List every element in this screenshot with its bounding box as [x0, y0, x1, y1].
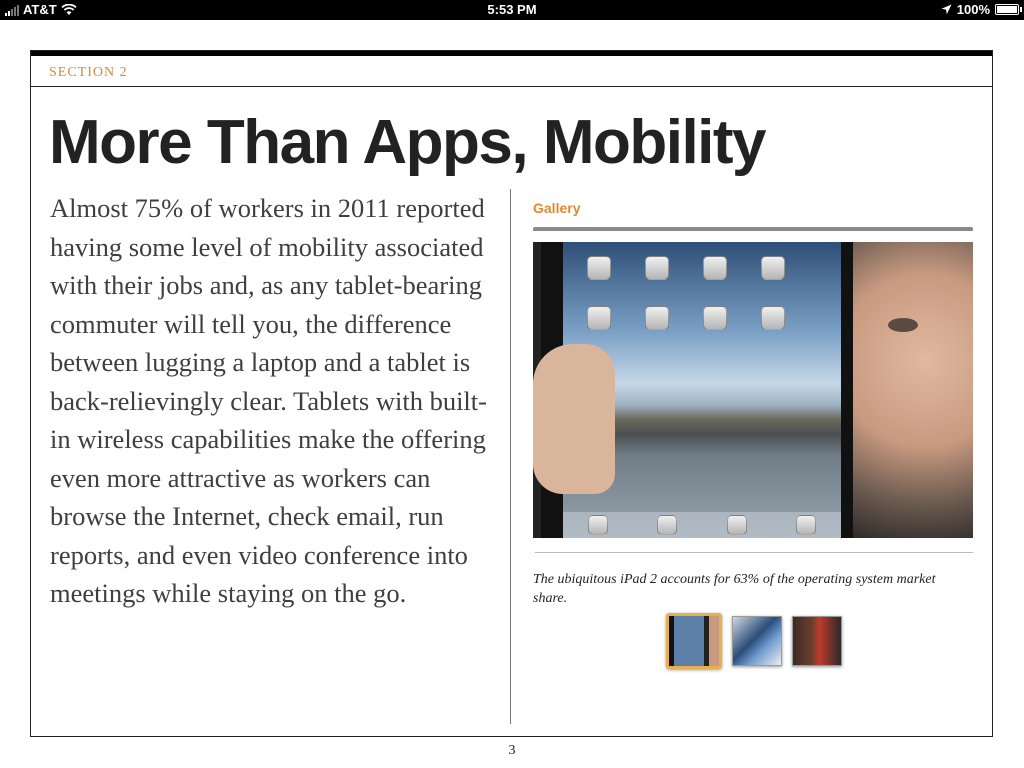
safari-app-icon [588, 515, 608, 535]
app-icon-grid [587, 256, 797, 380]
gallery-rule [533, 227, 973, 231]
location-arrow-icon [941, 4, 952, 15]
caption-rule [535, 552, 973, 553]
ipad-photo [541, 242, 853, 538]
calendar-app-icon [587, 256, 611, 280]
battery-percent: 100% [956, 2, 990, 17]
battery-icon [995, 4, 1019, 15]
mail-app-icon [657, 515, 677, 535]
body-text: Almost 75% of workers in 2011 reported having some level of mobility associated with their jobs and, as any tablet-bearing commuter will tell you, the difference between lugging a laptop and a tablet is back-relievingly clear. Tablets with built-in wireless capabilities make the offering even more attractive as workers can browse the Internet, check email, run reports, and even video conference into meetings while staying on the go. [50, 193, 487, 608]
gallery-thumbnail-1[interactable] [666, 613, 722, 669]
section-header [31, 56, 992, 87]
gallery-thumbnail-2[interactable] [732, 616, 782, 666]
face-image [853, 242, 973, 538]
contacts-app-icon [645, 256, 669, 280]
gallery-main-image[interactable] [533, 242, 973, 538]
hand-image [533, 344, 615, 494]
carrier-name: AT&T [23, 2, 57, 17]
gallery-thumbnails [666, 616, 842, 669]
status-bar [0, 0, 1024, 20]
notes-app-icon [703, 256, 727, 280]
gallery-caption: The ubiquitous iPad 2 accounts for 63% of the operating system market share. [533, 572, 936, 606]
ipod-app-icon [796, 515, 816, 535]
page-title: More Than Apps, Mobility [49, 108, 766, 177]
maps-app-icon [761, 256, 785, 280]
dock [563, 512, 841, 538]
gallery-label: Gallery [533, 200, 581, 216]
battery-fill [997, 6, 1017, 13]
photos-app-icon [727, 515, 747, 535]
page-number: 3 [508, 743, 516, 758]
gallery-thumbnail-3[interactable] [792, 616, 842, 666]
status-time: 5:53 PM [487, 2, 537, 17]
itunes-app-icon [703, 306, 727, 330]
videos-app-icon [587, 306, 611, 330]
column-divider [510, 189, 511, 724]
youtube-app-icon [645, 306, 669, 330]
app-store-icon [761, 306, 785, 330]
eye-image [888, 318, 918, 332]
section-label: SECTION 2 [49, 65, 128, 80]
status-bar-right [941, 2, 1019, 17]
